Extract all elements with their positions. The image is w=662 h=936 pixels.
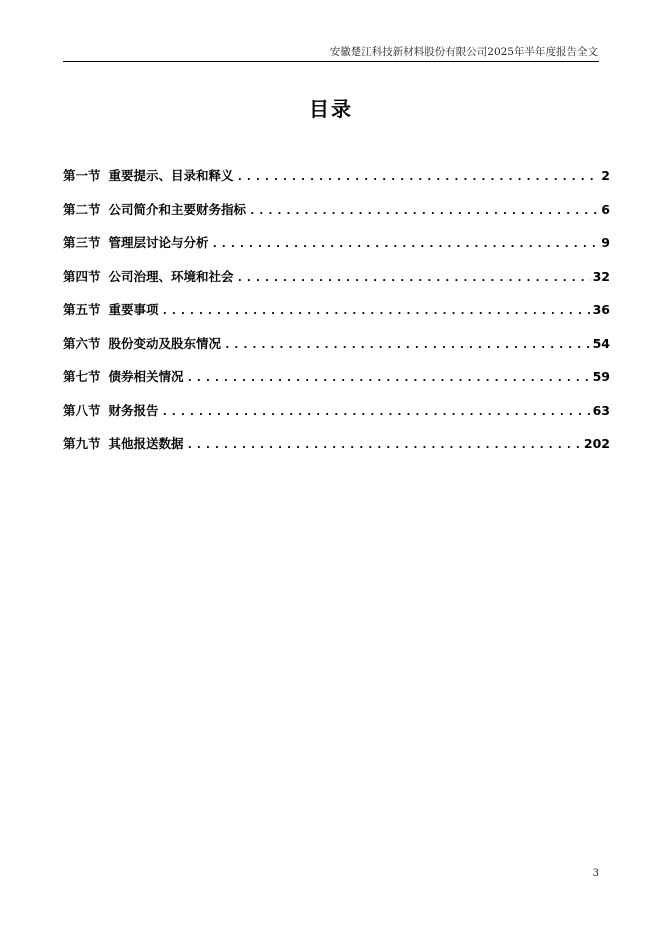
toc-section-title: 重要事项 xyxy=(108,302,159,317)
toc-page-number: 2 xyxy=(601,168,610,183)
toc-section-title: 债券相关情况 xyxy=(108,369,184,384)
toc-section-title: 公司治理、环境和社会 xyxy=(108,268,234,284)
toc-entry[interactable] xyxy=(63,200,610,234)
toc-leader-dots xyxy=(187,371,591,384)
footer-page-number: 3 xyxy=(592,868,599,879)
toc-section-number: 第一节 xyxy=(63,168,101,183)
toc-entry[interactable] xyxy=(63,166,610,200)
toc-leader-dots xyxy=(224,338,591,351)
toc-page-number: 59 xyxy=(592,369,610,384)
page-title: 目录 xyxy=(309,97,353,121)
running-header: 安徽楚江科技新材料股份有限公司2025年半年度报告全文 xyxy=(329,46,598,58)
table-of-contents xyxy=(63,166,610,468)
toc-section-number: 第六节 xyxy=(63,335,101,351)
toc-entry[interactable] xyxy=(63,434,610,468)
toc-leader-dots xyxy=(162,304,591,317)
toc-section-title: 公司简介和主要财务指标 xyxy=(108,201,247,217)
toc-entry[interactable] xyxy=(63,401,610,435)
toc-page-number: 9 xyxy=(601,235,610,250)
header-divider xyxy=(63,61,599,62)
toc-section-number: 第五节 xyxy=(63,302,101,317)
toc-entry[interactable] xyxy=(63,334,610,368)
toc-section-number: 第八节 xyxy=(63,402,101,418)
toc-page-number: 63 xyxy=(592,402,610,418)
toc-page-number: 36 xyxy=(592,302,610,317)
toc-leader-dots xyxy=(237,170,600,183)
toc-leader-dots xyxy=(237,271,591,284)
toc-entry[interactable] xyxy=(63,300,610,334)
toc-entry[interactable] xyxy=(63,367,610,401)
toc-leader-dots xyxy=(249,204,599,217)
toc-entry[interactable] xyxy=(63,233,610,267)
toc-leader-dots xyxy=(162,405,591,418)
toc-section-title: 股份变动及股东情况 xyxy=(108,335,222,351)
toc-section-title: 管理层讨论与分析 xyxy=(108,235,209,250)
toc-section-number: 第二节 xyxy=(63,201,101,217)
toc-section-title: 其他报送数据 xyxy=(108,436,184,451)
toc-page-number: 202 xyxy=(583,436,610,451)
toc-section-title: 财务报告 xyxy=(108,402,159,418)
toc-section-title: 重要提示、目录和释义 xyxy=(108,168,234,183)
toc-page-number: 32 xyxy=(592,268,610,284)
toc-leader-dots xyxy=(212,237,600,250)
toc-section-number: 第四节 xyxy=(63,268,101,284)
toc-section-number: 第七节 xyxy=(63,369,101,384)
toc-section-number: 第九节 xyxy=(63,436,101,451)
toc-section-number: 第三节 xyxy=(63,235,101,250)
toc-page-number: 6 xyxy=(601,201,610,217)
toc-leader-dots xyxy=(187,438,582,451)
toc-entry[interactable] xyxy=(63,267,610,301)
toc-page-number: 54 xyxy=(592,335,610,351)
